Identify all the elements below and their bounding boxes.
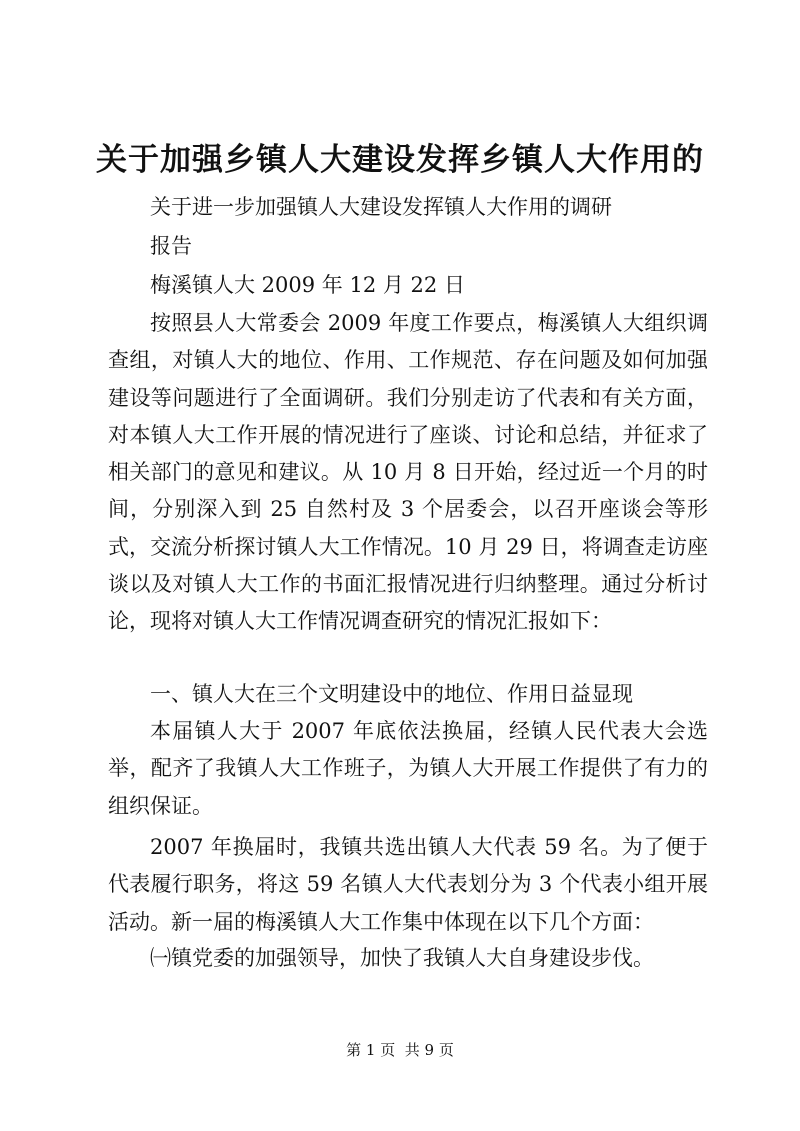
document-title: 关于加强乡镇人大建设发挥乡镇人大作用的 [96, 142, 704, 178]
page-footer [0, 1040, 800, 1060]
date-line: 梅溪镇人大 2009 年 12 月 22 日 [150, 273, 465, 297]
subtitle-line-2: 报告 [150, 234, 192, 258]
paragraph-intro: 按照县人大常委会 2009 年度工作要点，梅溪镇人大组织调查组，对镇人大的地位、作用、工作规范、存在问题及如何加强建设等问题进行了全面调研。我们分别走访了代表和有关方面，对本镇人大工作开展的情况进行了座谈、讨论和总结，并征求了相关部门的意见和建议。从 10 月 8 日开始，经过近一个月的时间，分别深入到 25 自然村及 3 个居委会，以召开座谈会等形式，交流分析探讨镇人大工作情况。10 月 29 日，将调查走访座谈以及对镇人大工作的书面汇报情况进行归纳整理。通过分析讨论，现将对镇人大工作情况调查研究的情况汇报如下： [108, 311, 708, 634]
section-heading-1: 一、镇人大在三个文明建设中的地位、作用日益显现 [150, 682, 633, 706]
paragraph-2: 本届镇人大于 2007 年底依法换届，经镇人民代表大会选举，配齐了我镇人大工作班子，为镇人大开展工作提供了有力的组织保证。 [108, 719, 708, 818]
paragraph-4: ㈠镇党委的加强领导，加快了我镇人大自身建设步伐。 [150, 946, 654, 970]
page-number-label: 第 1 页 共 9 页 [346, 1041, 454, 1059]
paragraph-3: 2007 年换届时，我镇共选出镇人大代表 59 名。为了便于代表履行职务，将这 59 名镇人大代表划分为 3 个代表小组开展活动。新一届的梅溪镇人大工作集中体现在以下几个方面： [108, 835, 708, 934]
subtitle-line-1: 关于进一步加强镇人大建设发挥镇人大作用的调研 [150, 195, 612, 219]
